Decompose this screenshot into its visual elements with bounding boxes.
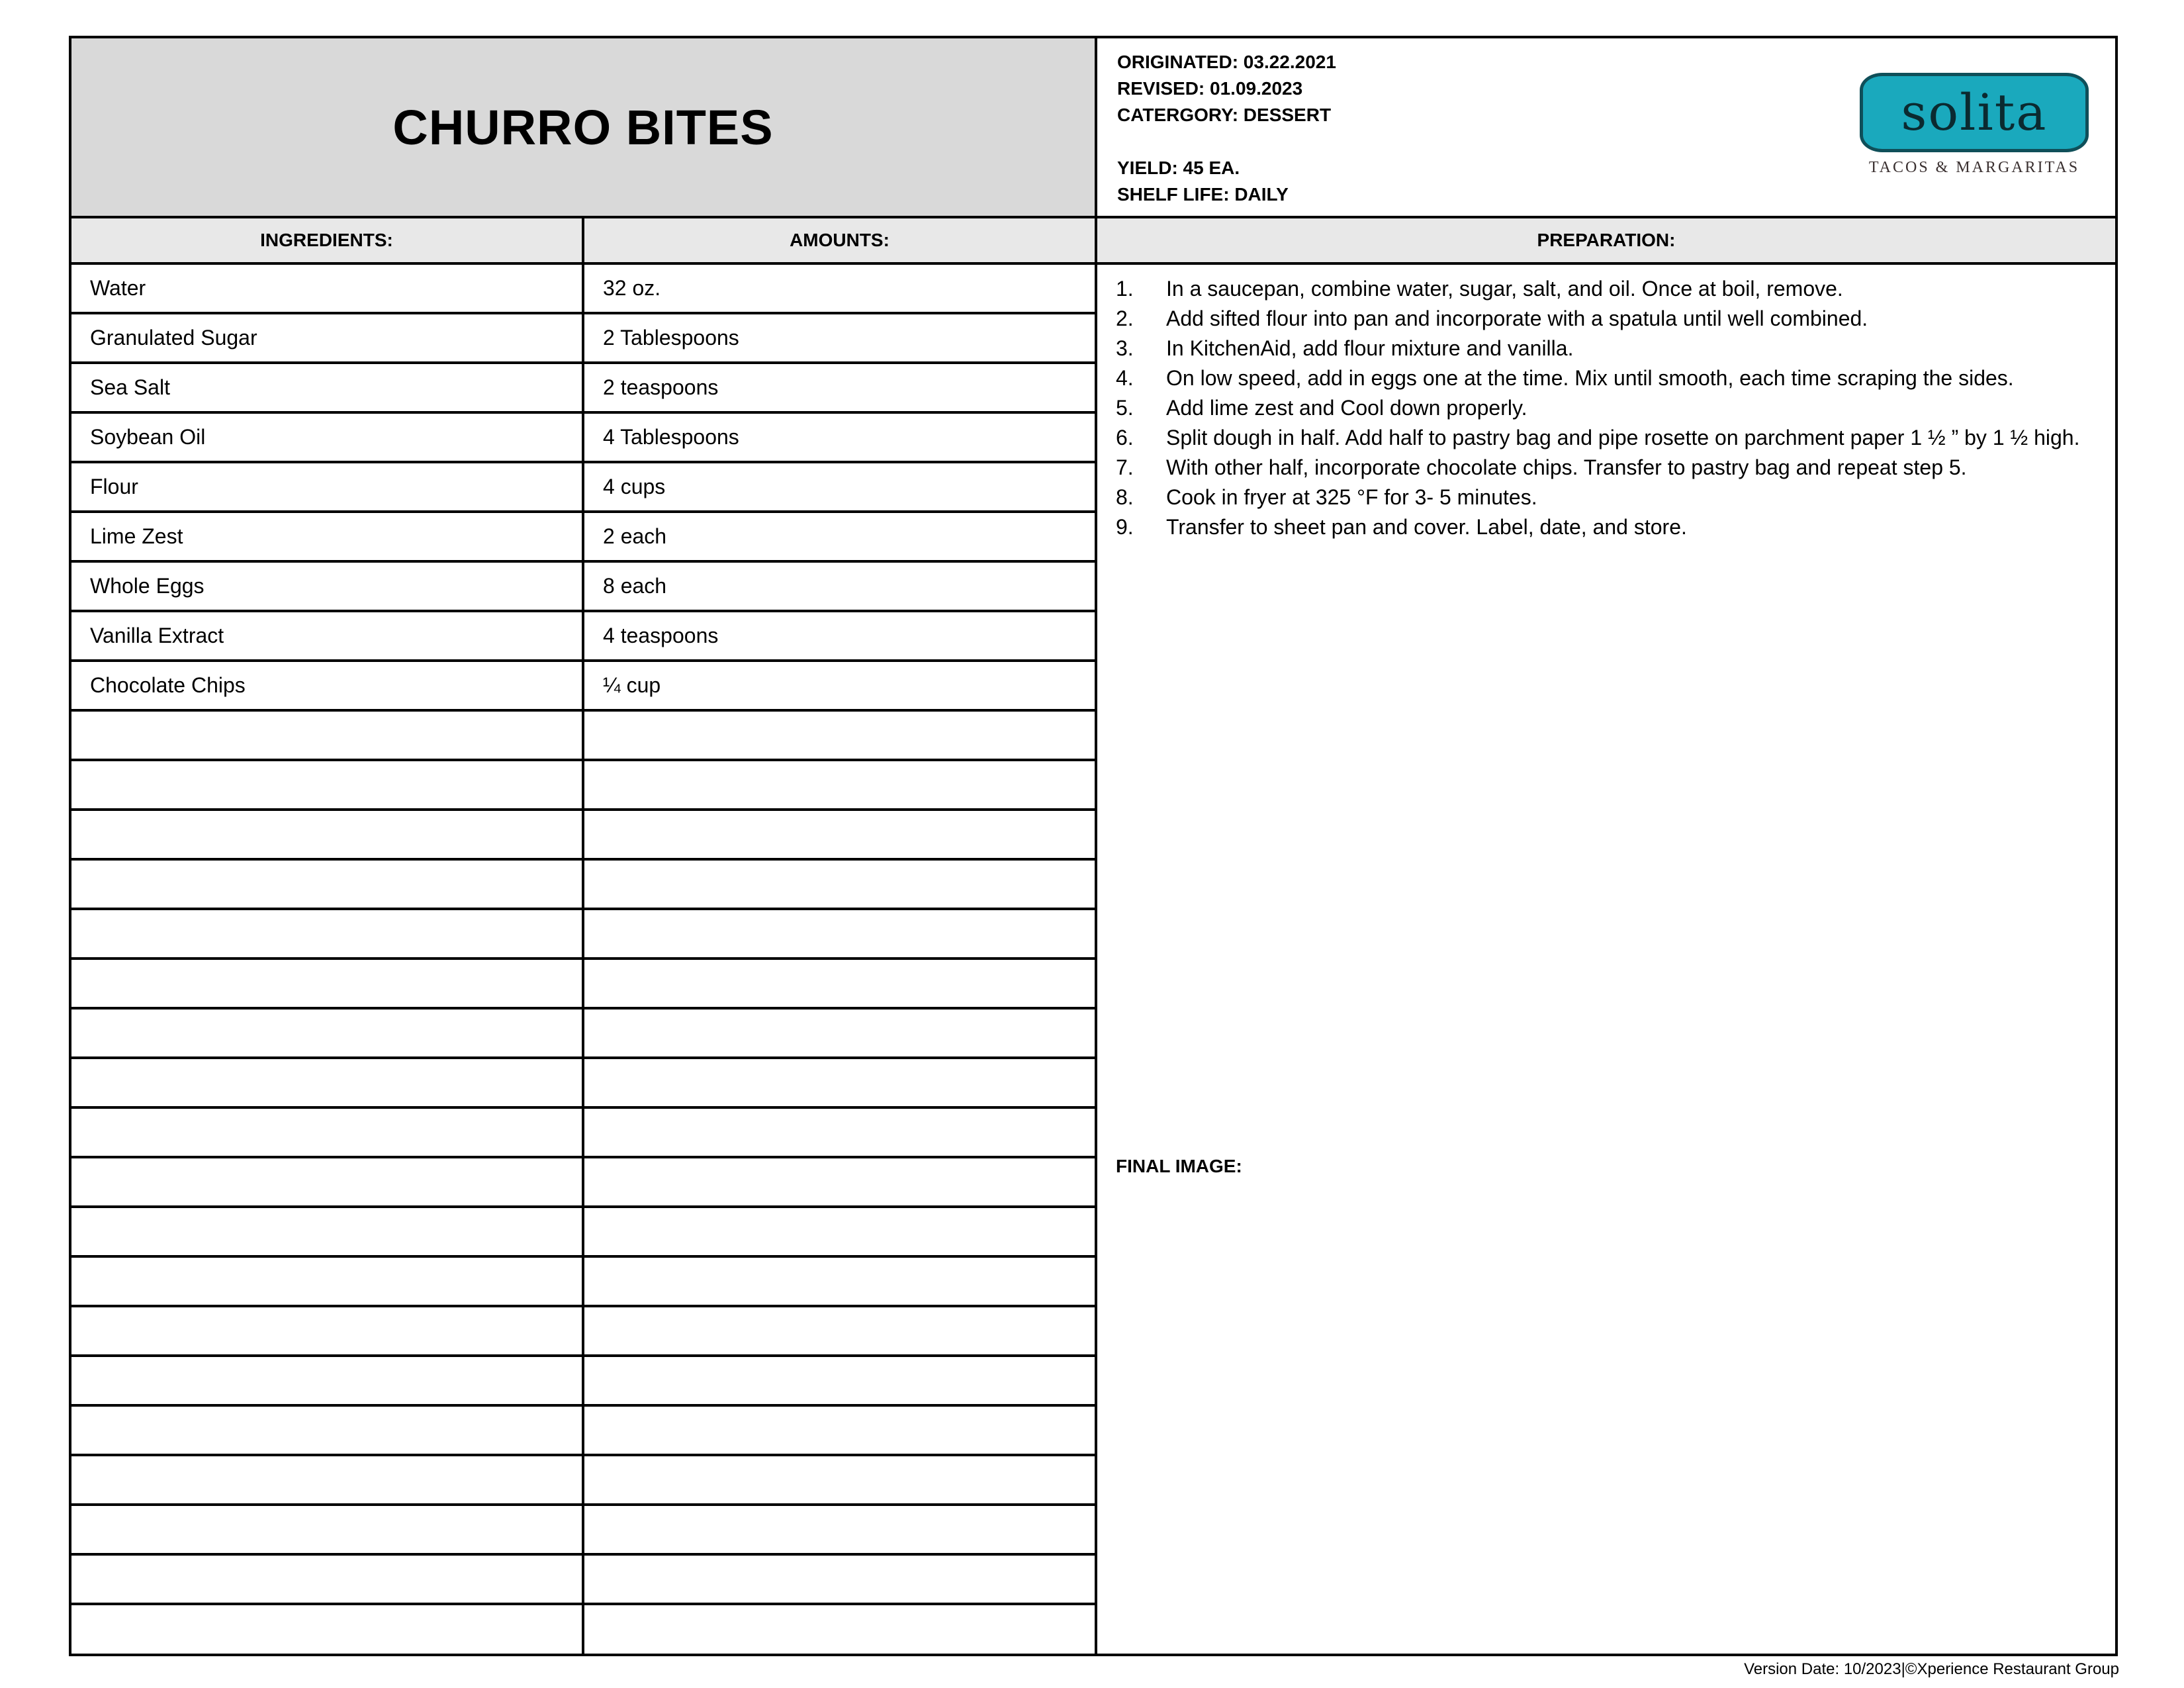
preparation-step	[1116, 512, 2095, 542]
logo-word: solita	[1901, 83, 2048, 142]
table-row	[71, 910, 1097, 960]
table-row	[71, 1307, 1097, 1357]
step-text: Cook in fryer at 325 °F for 3- 5 minutes.	[1166, 485, 1537, 509]
preparation-step	[1116, 423, 2095, 453]
step-text: In KitchenAid, add flour mixture and vanilla.	[1166, 336, 1574, 360]
table-row	[71, 1109, 1097, 1158]
ingredient-name	[71, 1556, 584, 1603]
ingredient-amount	[584, 1158, 1097, 1205]
ingredient-name	[71, 910, 584, 957]
ingredient-name	[71, 811, 584, 858]
ingredient-name	[71, 1109, 584, 1156]
step-number: 8.	[1116, 485, 1134, 509]
step-text: Split dough in half. Add half to pastry bag and pipe rosette on parchment paper 1 ½ ” by 1 ½ high.	[1166, 426, 2080, 449]
ingredient-amount: 2 Tablespoons	[584, 314, 1097, 361]
ingredient-amount	[584, 1059, 1097, 1106]
ingredients-table	[71, 265, 1097, 1655]
table-row	[71, 1456, 1097, 1506]
ingredient-amount	[584, 910, 1097, 957]
ingredient-amount: 4 teaspoons	[584, 612, 1097, 659]
meta-cell	[1097, 38, 2115, 218]
final-image-label: FINAL IMAGE:	[1116, 1156, 1242, 1176]
ingredient-name: Water	[71, 265, 584, 312]
ingredient-name: Sea Salt	[71, 364, 584, 411]
preparation-step	[1116, 393, 2095, 423]
ingredient-name	[71, 1456, 584, 1503]
ingredient-amount: 2 each	[584, 513, 1097, 560]
table-row	[71, 712, 1097, 761]
step-number: 4.	[1116, 366, 1134, 390]
ingredient-name	[71, 1158, 584, 1205]
ingredient-name	[71, 1307, 584, 1354]
originated-date: ORIGINATED: 03.22.2021	[1117, 52, 1336, 72]
ingredient-amount	[584, 1109, 1097, 1156]
table-row	[71, 861, 1097, 910]
ingredient-amount: 4 cups	[584, 463, 1097, 510]
ingredient-amount	[584, 1456, 1097, 1503]
ingredient-name	[71, 1506, 584, 1553]
ingredient-name	[71, 960, 584, 1007]
ingredient-amount	[584, 861, 1097, 908]
ingredient-name: Soybean Oil	[71, 414, 584, 461]
table-row	[71, 1357, 1097, 1407]
ingredient-name	[71, 861, 584, 908]
table-row	[71, 563, 1097, 612]
ingredient-name: Lime Zest	[71, 513, 584, 560]
solita-logo	[1860, 73, 2089, 177]
step-text: On low speed, add in eggs one at the time. Mix until smooth, each time scraping the sides.	[1166, 366, 2014, 390]
table-row	[71, 1258, 1097, 1307]
table-row	[71, 662, 1097, 712]
table-row	[71, 463, 1097, 513]
ingredient-name: Chocolate Chips	[71, 662, 584, 709]
step-text: In a saucepan, combine water, sugar, salt, and oil. Once at boil, remove.	[1166, 277, 1843, 301]
ingredient-amount: 32 oz.	[584, 265, 1097, 312]
table-row	[71, 414, 1097, 463]
preparation-step	[1116, 334, 2095, 363]
ingredient-name	[71, 1357, 584, 1404]
amounts-header: AMOUNTS:	[584, 218, 1097, 265]
shelf-life: SHELF LIFE: DAILY	[1117, 184, 1289, 205]
yield: YIELD: 45 EA.	[1117, 158, 1240, 178]
table-row	[71, 513, 1097, 563]
ingredient-amount	[584, 1009, 1097, 1056]
table-row	[71, 1208, 1097, 1258]
step-text: Add lime zest and Cool down properly.	[1166, 396, 1527, 420]
logo-tagline: TACOS & MARGARITAS	[1868, 159, 2080, 176]
table-row	[71, 1407, 1097, 1456]
table-row	[71, 1158, 1097, 1208]
step-number: 2.	[1116, 306, 1134, 330]
step-number: 1.	[1116, 277, 1134, 301]
recipe-card	[69, 36, 2118, 1656]
ingredient-amount	[584, 1407, 1097, 1454]
step-text: Transfer to sheet pan and cover. Label, date, and store.	[1166, 515, 1687, 539]
table-row	[71, 1506, 1097, 1556]
ingredient-name	[71, 1208, 584, 1255]
table-row	[71, 960, 1097, 1009]
recipe-title: CHURRO BITES	[392, 99, 774, 155]
table-row	[71, 761, 1097, 811]
table-row	[71, 1556, 1097, 1605]
ingredient-name: Granulated Sugar	[71, 314, 584, 361]
ingredient-amount: ¼ cup	[584, 662, 1097, 709]
logo-badge	[1860, 73, 2089, 152]
ingredient-amount	[584, 1556, 1097, 1603]
table-row	[71, 612, 1097, 662]
table-row	[71, 1059, 1097, 1109]
table-row	[71, 1009, 1097, 1059]
ingredient-name	[71, 761, 584, 808]
ingredient-name	[71, 712, 584, 759]
ingredient-name: Vanilla Extract	[71, 612, 584, 659]
ingredient-amount: 8 each	[584, 563, 1097, 610]
ingredient-amount	[584, 1307, 1097, 1354]
ingredient-amount: 2 teaspoons	[584, 364, 1097, 411]
ingredient-amount	[584, 1506, 1097, 1553]
table-row	[71, 364, 1097, 414]
ingredient-name	[71, 1407, 584, 1454]
preparation-step	[1116, 363, 2095, 393]
ingredient-name	[71, 1009, 584, 1056]
category: CATERGORY: DESSERT	[1117, 105, 1332, 125]
ingredient-name	[71, 1059, 584, 1106]
ingredient-name	[71, 1605, 584, 1655]
meta-info	[1117, 49, 1336, 208]
step-text: Add sifted flour into pan and incorporate with a spatula until well combined.	[1166, 306, 1868, 330]
ingredient-amount	[584, 712, 1097, 759]
ingredient-amount	[584, 761, 1097, 808]
revised-date: REVISED: 01.09.2023	[1117, 78, 1303, 99]
ingredient-name: Flour	[71, 463, 584, 510]
ingredient-amount	[584, 811, 1097, 858]
ingredient-amount	[584, 1258, 1097, 1305]
preparation-header: PREPARATION:	[1097, 218, 2115, 265]
step-number: 7.	[1116, 455, 1134, 479]
ingredient-amount	[584, 1357, 1097, 1404]
version-footer: Version Date: 10/2023|©Xperience Restaurant Group	[1744, 1660, 2119, 1678]
ingredient-name: Whole Eggs	[71, 563, 584, 610]
preparation-step	[1116, 483, 2095, 512]
preparation-steps	[1116, 274, 2095, 542]
table-row	[71, 265, 1097, 314]
ingredient-name	[71, 1258, 584, 1305]
table-row	[71, 811, 1097, 861]
ingredient-amount	[584, 1605, 1097, 1655]
ingredient-amount	[584, 1208, 1097, 1255]
preparation-step	[1116, 453, 2095, 483]
preparation-step	[1116, 274, 2095, 304]
table-row	[71, 1605, 1097, 1655]
table-row	[71, 314, 1097, 364]
step-number: 3.	[1116, 336, 1134, 360]
ingredient-amount: 4 Tablespoons	[584, 414, 1097, 461]
preparation-area	[1097, 265, 2115, 1654]
step-number: 6.	[1116, 426, 1134, 449]
title-cell	[71, 38, 1097, 218]
step-text: With other half, incorporate chocolate chips. Transfer to pastry bag and repeat step 5.	[1166, 455, 1967, 479]
ingredients-header: INGREDIENTS:	[71, 218, 584, 265]
preparation-step	[1116, 304, 2095, 334]
ingredient-amount	[584, 960, 1097, 1007]
step-number: 5.	[1116, 396, 1134, 420]
step-number: 9.	[1116, 515, 1134, 539]
